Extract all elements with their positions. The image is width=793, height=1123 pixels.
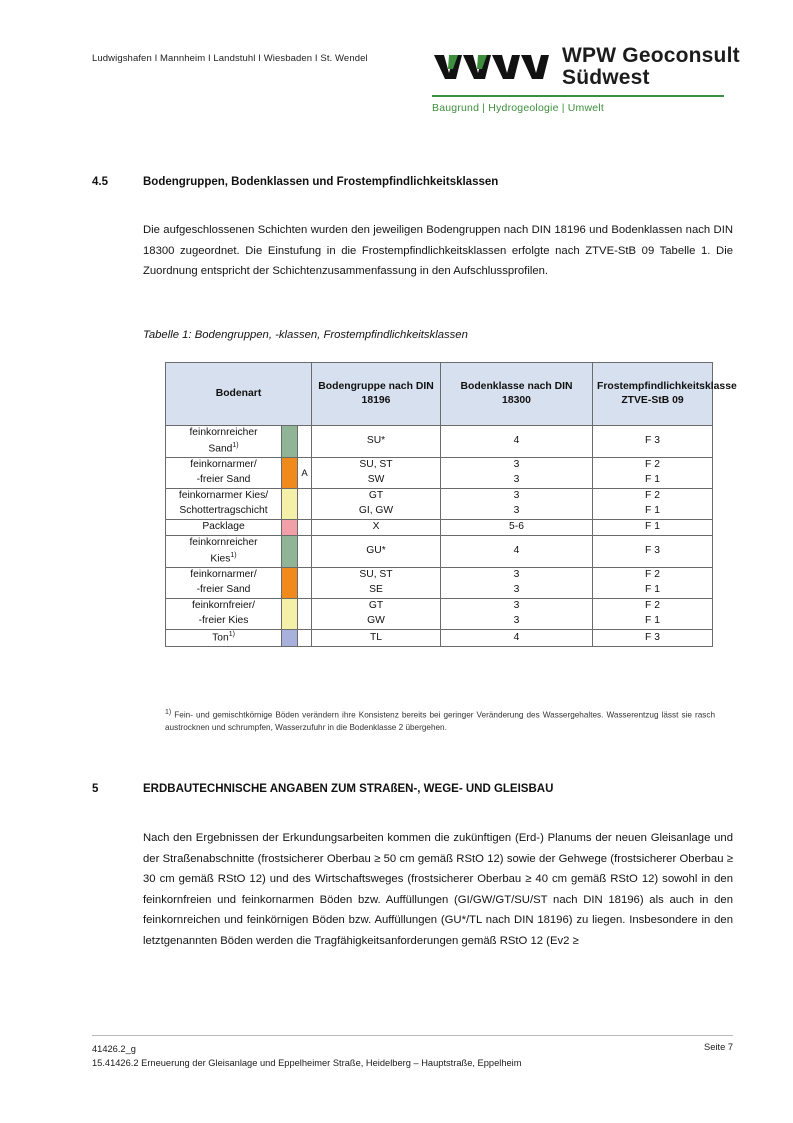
- logo-divider: [432, 95, 724, 97]
- cell-bodengruppe: GU*: [312, 535, 441, 567]
- cell-bodengruppe: SU, ST SW: [312, 458, 441, 489]
- table-row: [166, 426, 713, 458]
- footnote-text: Fein- und gemischtkörnige Böden verändern ihre Konsistenz bereits bei geringer Veränderung des Wassergehaltes. Wasserentzug lässt sie rasch austrocknen und schrumpfen, Wasserzufuhr in die Bodenklasse 2 übergehen.: [165, 710, 715, 733]
- cell-bodenart: feinkornreicher Sand$^{1)}$: [166, 426, 282, 458]
- col-header-bodenart: Bodenart: [166, 363, 312, 426]
- cell-color-swatch: [282, 519, 298, 535]
- table-row: [166, 598, 713, 629]
- cell-frost: F 2 F 1: [593, 568, 713, 599]
- cell-bodenart: feinkornarmer Kies/ Schottertragschicht: [166, 489, 282, 520]
- company-name: [562, 45, 740, 89]
- table-header-row: [166, 363, 713, 426]
- group-letter-spacer: [298, 568, 312, 599]
- cell-bodenklasse: 4: [441, 629, 593, 646]
- col-header-bodenklasse: Bodenklasse nach DIN 18300: [441, 363, 593, 426]
- footer-project: 15.41426.2 Erneuerung der Gleisanlage und Eppelheimer Straße, Heidelberg – Hauptstraße, Eppelheim: [92, 1058, 522, 1069]
- col-header-frost: Frostempfindlichkeitsklasse ZTVE-StB 09: [593, 363, 713, 426]
- cell-bodenklasse: 3 3: [441, 568, 593, 599]
- soil-table: [165, 362, 737, 647]
- table-row: [166, 458, 713, 489]
- cell-color-swatch: [282, 489, 298, 520]
- cell-bodenart: feinkornarmer/ -freier Sand: [166, 458, 282, 489]
- group-letter-spacer: [298, 489, 312, 520]
- company-tagline: Baugrund | Hydrogeologie | Umwelt: [432, 101, 604, 114]
- table-caption: Tabelle 1: Bodengruppen, -klassen, Frostempfindlichkeitsklassen: [143, 329, 468, 341]
- cell-frost: F 2 F 1: [593, 489, 713, 520]
- cell-bodenart: Ton$^{1)}$: [166, 629, 282, 646]
- group-letter-spacer: [298, 519, 312, 535]
- cell-bodenart: feinkornreicher Kies$^{1)}$: [166, 535, 282, 567]
- table-footnote: [165, 708, 715, 734]
- cell-frost: F 3: [593, 629, 713, 646]
- cell-color-swatch: [282, 629, 298, 646]
- group-letter-spacer: [298, 629, 312, 646]
- group-letter-spacer: [298, 598, 312, 629]
- cell-color-swatch: [282, 458, 298, 489]
- cell-bodenklasse: 3 3: [441, 598, 593, 629]
- cell-bodengruppe: SU, ST SE: [312, 568, 441, 599]
- table-row: [166, 489, 713, 520]
- table-row: [166, 629, 713, 646]
- cell-bodenart: Packlage: [166, 519, 282, 535]
- group-letter-spacer: [298, 535, 312, 567]
- footer-doc-id: 41426.2_g: [92, 1044, 136, 1054]
- table-row: [166, 568, 713, 599]
- cell-frost: F 3: [593, 535, 713, 567]
- wpw-logo-icon: [432, 52, 550, 82]
- table-body: [166, 426, 713, 647]
- footnote-marker: 1): [165, 709, 172, 716]
- table-row: [166, 535, 713, 567]
- cell-bodenklasse: 4: [441, 535, 593, 567]
- footer-left: [92, 1042, 521, 1071]
- office-locations: Ludwigshafen I Mannheim I Landstuhl I Wiesbaden I St. Wendel: [92, 53, 368, 64]
- section-5-number: 5: [92, 783, 99, 795]
- group-letter: A: [298, 458, 312, 489]
- company-logo-block: [432, 45, 742, 114]
- cell-bodenklasse: 3 3: [441, 458, 593, 489]
- cell-bodengruppe: X: [312, 519, 441, 535]
- cell-color-swatch: [282, 426, 298, 458]
- section-5-paragraph: Nach den Ergebnissen der Erkundungsarbeiten kommen die zukünftigen (Erd-) Planums der neuen Gleisanlage und der Straßenabschnitte (frostsicherer Oberbau ≥ 50 cm gemäß RStO 12) sowie der Gehwege (frostsicherer Oberbau ≥ 30 cm gemäß RStO 12) und des Wirtschaftsweges (frostsicherer Oberbau ≥ 40 cm gemäß RStO 12) sowohl in den feinkornfreien und feinkornarmen Böden bzw. Auffüllungen (GI/GW/GT/SU/ST nach DIN 18196) als auch in den feinkornreichen und feinkörnigen Böden bzw. Auffüllungen (GU*/TL nach DIN 18196) zu liegen. Insbesondere in den letztgenannten Böden werden die Tragfähigkeitsanforderungen gemäß RStO 12 (Ev2 ≥: [143, 832, 733, 947]
- section-45-number: 4.5: [92, 176, 108, 188]
- col-header-bodengruppe: Bodengruppe nach DIN 18196: [312, 363, 441, 426]
- cell-frost: F 3: [593, 426, 713, 458]
- cell-color-swatch: [282, 598, 298, 629]
- cell-bodenklasse: 5-6: [441, 519, 593, 535]
- cell-bodengruppe: SU*: [312, 426, 441, 458]
- section-45-title: Bodengruppen, Bodenklassen und Frostempfindlichkeitsklassen: [143, 176, 499, 188]
- soil-table-wrapper: [165, 362, 737, 647]
- section-5-title: ERDBAUTECHNISCHE ANGABEN ZUM STRAßEN-, WEGE- UND GLEISBAU: [143, 783, 554, 795]
- cell-bodengruppe: TL: [312, 629, 441, 646]
- cell-bodenart: feinkornarmer/ -freier Sand: [166, 568, 282, 599]
- cell-frost: F 2 F 1: [593, 458, 713, 489]
- page-header: [92, 44, 740, 130]
- cell-bodenart: feinkornfreier/ -freier Kies: [166, 598, 282, 629]
- cell-bodenklasse: 4: [441, 426, 593, 458]
- cell-frost: F 2 F 1: [593, 598, 713, 629]
- footer-page-number: Seite 7: [704, 1042, 733, 1052]
- cell-frost: F 1: [593, 519, 713, 535]
- section-45-paragraph: Die aufgeschlossenen Schichten wurden den jeweiligen Bodengruppen nach DIN 18196 und Bodenklassen nach DIN 18300 zugeordnet. Die Einstufung in die Frostempfindlichkeitsklassen erfolgte nach ZTVE-StB 09 Tabelle 1. Die Zuordnung entspricht der Schichtenzusammenfassung in den Aufschlussprofilen.: [143, 224, 733, 278]
- cell-bodengruppe: GT GI, GW: [312, 489, 441, 520]
- footer-divider: [92, 1035, 733, 1036]
- cell-color-swatch: [282, 568, 298, 599]
- cell-color-swatch: [282, 535, 298, 567]
- cell-bodengruppe: GT GW: [312, 598, 441, 629]
- company-name-line1: WPW Geoconsult: [562, 44, 740, 67]
- company-name-line2: Südwest: [562, 65, 650, 89]
- table-row: [166, 519, 713, 535]
- cell-bodenklasse: 3 3: [441, 489, 593, 520]
- group-letter-spacer: [298, 426, 312, 458]
